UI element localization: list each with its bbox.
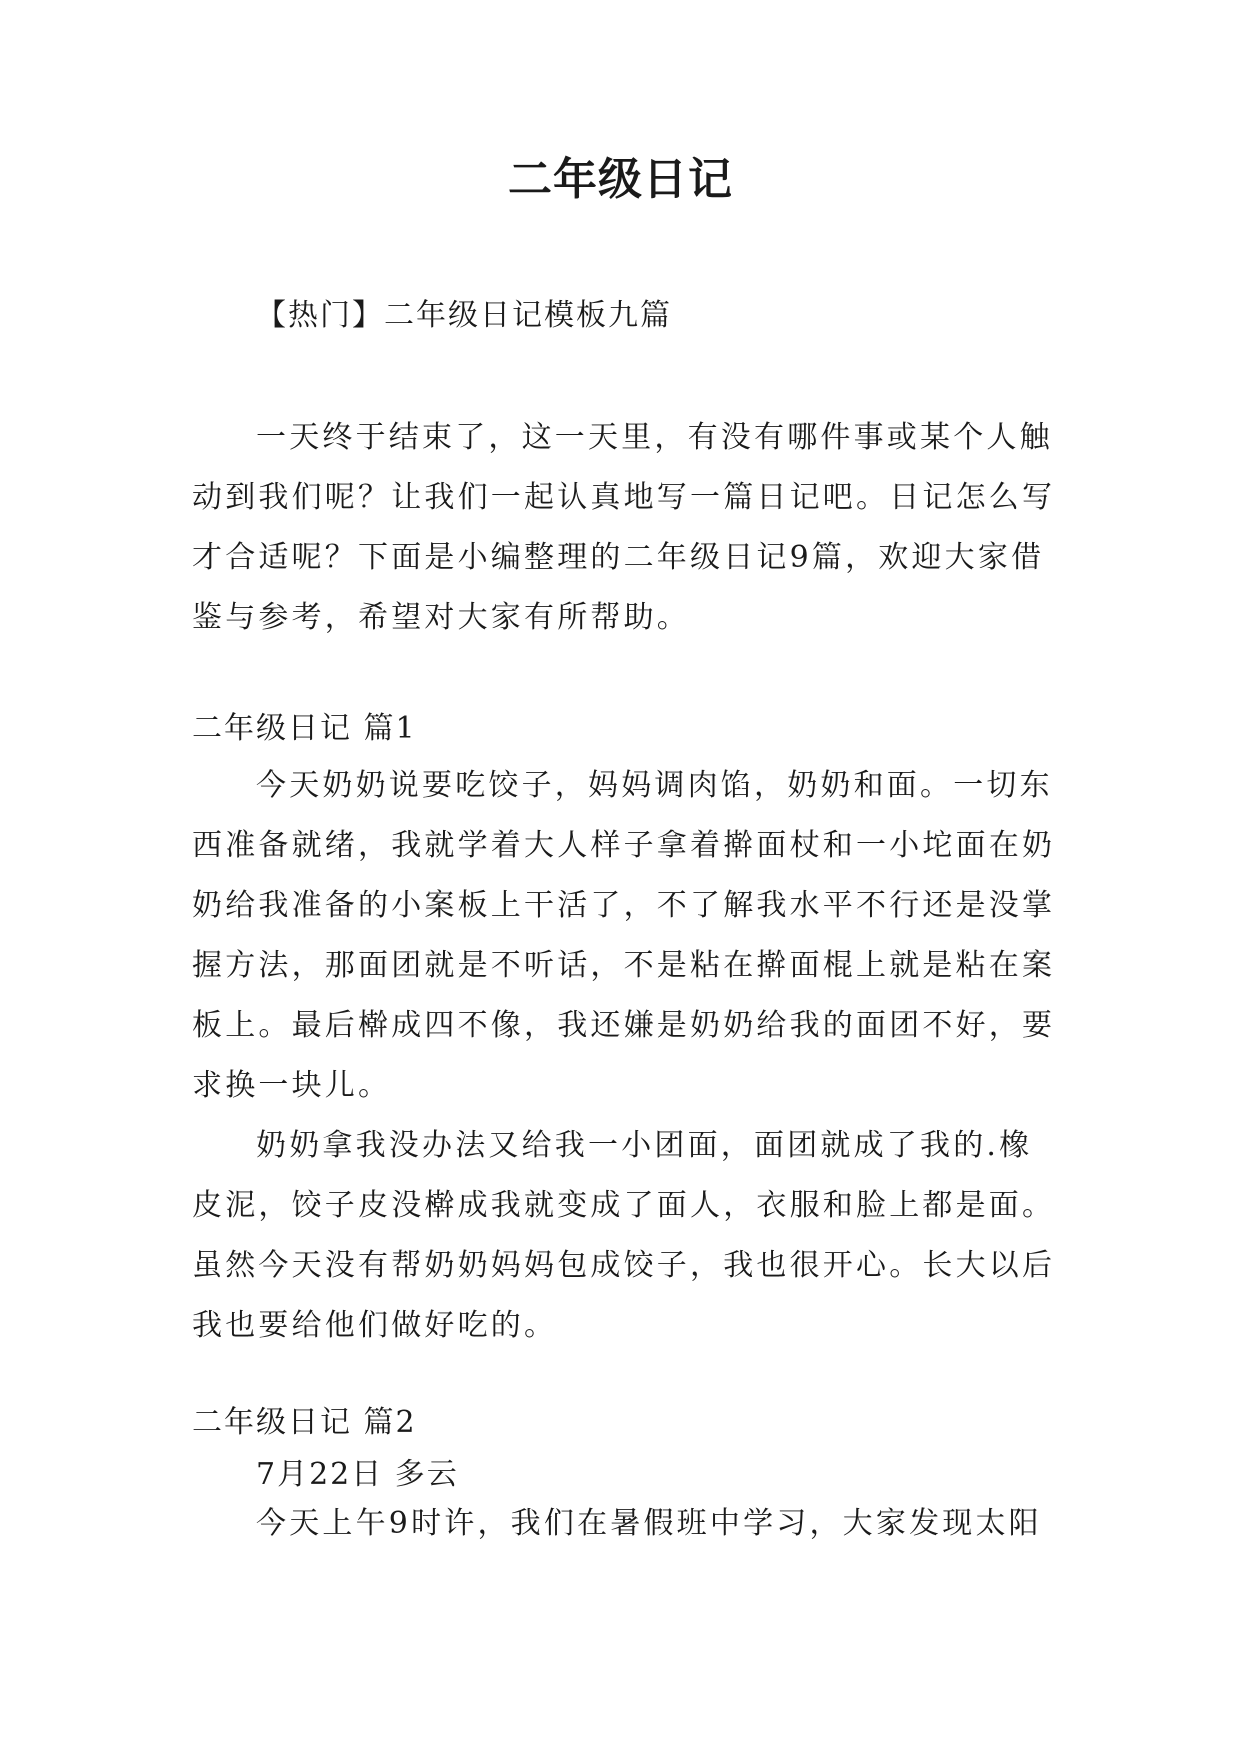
document-subtitle: 【热门】二年级日记模板九篇 [256, 298, 672, 333]
section-heading: 二年级日记 篇2 [192, 1405, 417, 1440]
document-title: 二年级日记 [508, 154, 733, 205]
body-paragraph: 今天奶奶说要吃饺子，妈妈调肉馅，奶奶和面。一切东西准备就绪，我就学着大人样子拿着擀面杖和一小坨面在奶奶给我准备的小案板上干活了，不了解我水平不行还是没掌握方法，那面团就是不听话，不是粘在擀面棍上就是粘在案板上。最后檊成四不像，我还嫌是奶奶给我的面团不好，要求换一块儿。 [192, 768, 1056, 1103]
entry-dateline: 7月22日 多云 [256, 1457, 459, 1492]
body-paragraph: 奶奶拿我没办法又给我一小团面，面团就成了我的.橡皮泥，饺子皮没檊成我就变成了面人，衣服和脸上都是面。虽然今天没有帮奶奶妈妈包成饺子，我也很开心。长大以后我也要给他们做好吃的。 [192, 1128, 1056, 1343]
intro-paragraph: 一天终于结束了，这一天里，有没有哪件事或某个人触动到我们呢？让我们一起认真地写一篇日记吧。日记怎么写才合适呢？下面是小编整理的二年级日记9篇，欢迎大家借鉴与参考，希望对大家有所帮助。 [192, 420, 1056, 635]
section-heading: 二年级日记 篇1 [192, 711, 417, 746]
body-paragraph: 今天上午9时许，我们在暑假班中学习，大家发现太阳 [256, 1506, 1042, 1541]
